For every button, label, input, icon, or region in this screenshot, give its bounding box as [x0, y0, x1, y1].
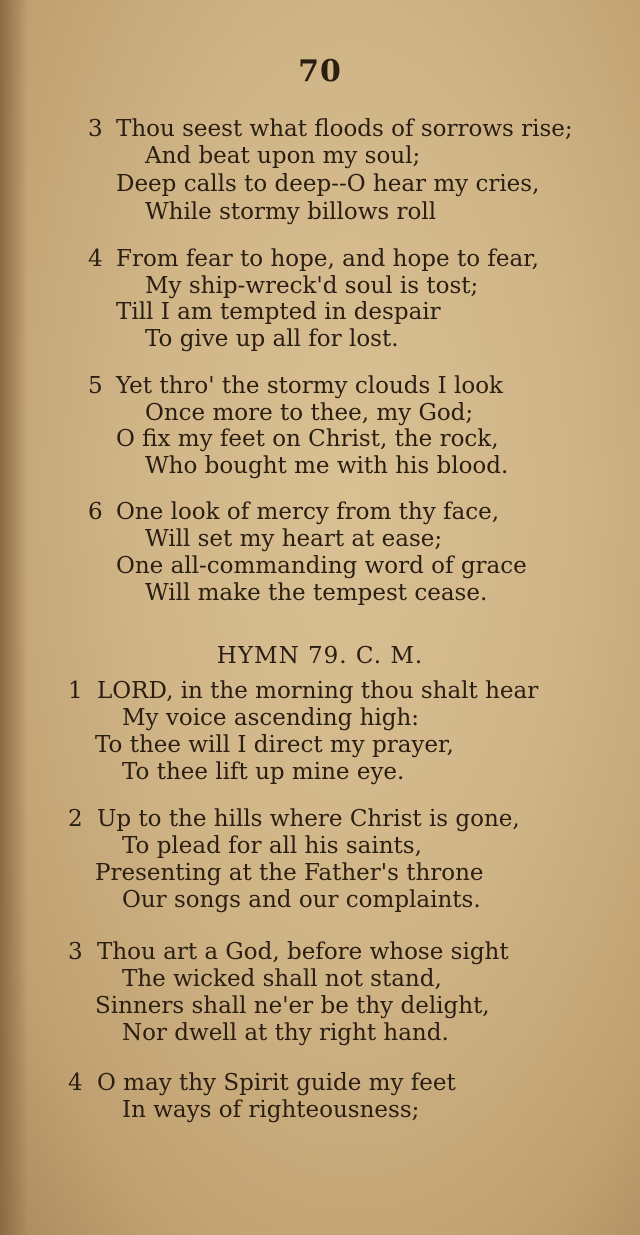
- stanza-number: 3: [68, 939, 83, 965]
- verse-line: Will set my heart at ease;: [145, 526, 443, 552]
- verse-line: Who bought me with his blood.: [145, 453, 509, 479]
- verse-line: To give up all for lost.: [145, 326, 399, 352]
- verse-line: Up to the hills where Christ is gone,: [97, 806, 520, 832]
- verse-line: The wicked shall not stand,: [122, 966, 442, 992]
- stanza-number: 1: [68, 678, 83, 704]
- verse-line: Deep calls to deep--O hear my cries,: [116, 171, 540, 197]
- verse-line: My voice ascending high:: [122, 705, 420, 731]
- verse-line: Nor dwell at thy right hand.: [122, 1020, 449, 1046]
- verse-line: To thee will I direct my prayer,: [95, 732, 454, 758]
- verse-line: Our songs and our complaints.: [122, 887, 481, 913]
- verse-line: Yet thro' the stormy clouds I look: [116, 373, 503, 399]
- verse-line: Once more to thee, my God;: [145, 400, 474, 426]
- stanza-number: 6: [88, 499, 103, 525]
- verse-line: To thee lift up mine eye.: [122, 759, 405, 785]
- verse-line: O fix my feet on Christ, the rock,: [116, 426, 499, 452]
- verse-line: Presenting at the Father's throne: [95, 860, 484, 886]
- verse-line: In ways of righteousness;: [122, 1097, 420, 1123]
- verse-line: Thou seest what floods of sorrows rise;: [116, 116, 573, 142]
- hymn-title: HYMN 79. C. M.: [216, 643, 424, 669]
- page-number: 70: [298, 54, 342, 89]
- verse-line: Till I am tempted in despair: [116, 299, 441, 325]
- verse-line: To plead for all his saints,: [122, 833, 422, 859]
- stanza-number: 4: [88, 246, 103, 272]
- verse-line: One look of mercy from thy face,: [116, 499, 500, 525]
- stanza-number: 5: [88, 373, 103, 399]
- verse-line: Thou art a God, before whose sight: [97, 939, 509, 965]
- verse-line: While stormy billows roll: [145, 199, 437, 225]
- verse-line: And beat upon my soul;: [145, 143, 421, 169]
- verse-line: From fear to hope, and hope to fear,: [116, 246, 539, 272]
- verse-line: My ship-wreck'd soul is tost;: [145, 273, 479, 299]
- verse-line: One all-commanding word of grace: [116, 553, 527, 579]
- verse-line: Will make the tempest cease.: [145, 580, 488, 606]
- verse-line: O may thy Spirit guide my feet: [97, 1070, 456, 1096]
- stanza-number: 2: [68, 806, 83, 832]
- stanza-number: 3: [88, 116, 103, 142]
- verse-line: LORD, in the morning thou shalt hear: [97, 678, 539, 704]
- stanza-number: 4: [68, 1070, 83, 1096]
- verse-line: Sinners shall ne'er be thy delight,: [95, 993, 490, 1019]
